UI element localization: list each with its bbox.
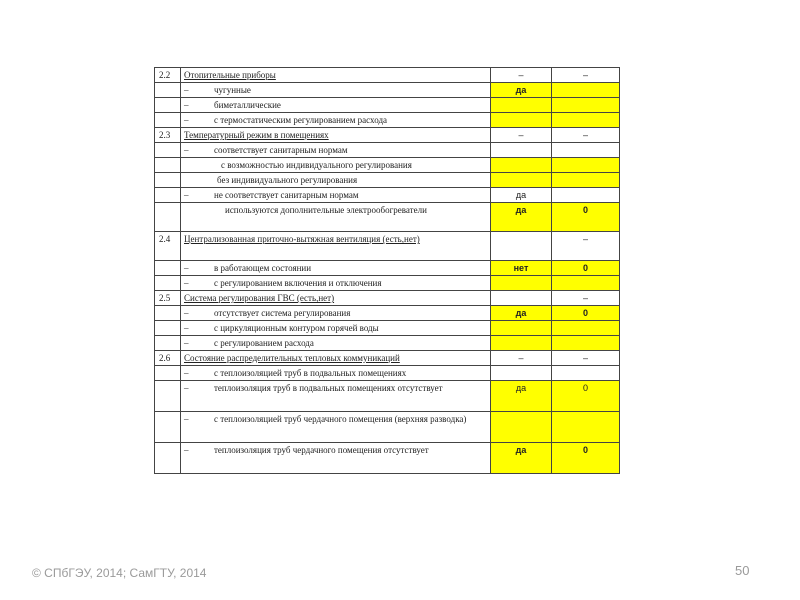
dash-marker: –	[184, 85, 189, 95]
table-row	[155, 83, 620, 98]
cell-value	[491, 276, 552, 291]
section-title: Температурный режим в помещениях	[181, 128, 491, 143]
row-label	[181, 366, 491, 381]
row-label	[181, 336, 491, 351]
cell-score: 0	[552, 261, 620, 276]
cell-value	[491, 113, 552, 128]
table-row	[155, 203, 620, 232]
row-label	[181, 83, 491, 98]
cell-value	[491, 98, 552, 113]
cell-value	[491, 158, 552, 173]
table-row	[155, 351, 620, 366]
table-row	[155, 291, 620, 306]
row-number	[155, 203, 181, 232]
table-row	[155, 276, 620, 291]
cell-value	[491, 366, 552, 381]
dash-marker: –	[184, 263, 189, 273]
section-title: Централизованная приточно-вытяжная вентиляция (есть,нет)	[181, 232, 491, 261]
row-number	[155, 188, 181, 203]
row-label	[181, 306, 491, 321]
dash-marker: –	[184, 115, 189, 125]
dash-marker: –	[184, 414, 189, 424]
row-number: 2.5	[155, 291, 181, 306]
table-row	[155, 128, 620, 143]
row-number	[155, 158, 181, 173]
cell-score: –	[552, 232, 620, 261]
cell-score: 0	[552, 306, 620, 321]
cell-value: да	[491, 188, 552, 203]
assessment-table	[154, 67, 620, 474]
cell-score: 0	[552, 203, 620, 232]
table-row	[155, 98, 620, 113]
row-label	[181, 276, 491, 291]
row-text: теплоизоляция труб в подвальных помещениях отсутствует	[214, 383, 443, 393]
table-row	[155, 321, 620, 336]
cell-score: –	[552, 351, 620, 366]
cell-score	[552, 188, 620, 203]
cell-value: да	[491, 381, 552, 412]
cell-score: –	[552, 128, 620, 143]
cell-score	[552, 173, 620, 188]
row-number: 2.6	[155, 351, 181, 366]
dash-marker: –	[184, 278, 189, 288]
row-number	[155, 143, 181, 158]
row-number	[155, 261, 181, 276]
row-label	[181, 113, 491, 128]
cell-value	[491, 232, 552, 261]
dash-marker: –	[184, 383, 189, 393]
cell-score: –	[552, 291, 620, 306]
cell-score: 0	[552, 443, 620, 474]
row-number	[155, 276, 181, 291]
dash-marker: –	[184, 145, 189, 155]
table-row	[155, 68, 620, 83]
cell-score	[552, 276, 620, 291]
cell-score	[552, 83, 620, 98]
cell-score	[552, 336, 620, 351]
cell-value	[491, 173, 552, 188]
cell-value	[491, 291, 552, 306]
row-text: в работающем состоянии	[214, 263, 312, 273]
row-label	[181, 188, 491, 203]
row-text: с циркуляционным контуром горячей воды	[214, 323, 379, 333]
row-label: без индивидуального регулирования	[181, 173, 491, 188]
row-text: биметаллические	[214, 100, 281, 110]
row-label	[181, 321, 491, 336]
row-label	[181, 261, 491, 276]
dash-marker: –	[184, 368, 189, 378]
cell-score: –	[552, 68, 620, 83]
dash-marker: –	[184, 190, 189, 200]
cell-score	[552, 321, 620, 336]
row-label: с возможностью индивидуального регулирования	[181, 158, 491, 173]
cell-value: –	[491, 351, 552, 366]
table-row	[155, 232, 620, 261]
cell-value	[491, 321, 552, 336]
table-row	[155, 306, 620, 321]
row-text: с термостатическим регулированием расхода	[214, 115, 388, 125]
section-title: Система регулирования ГВС (есть,нет)	[181, 291, 491, 306]
dash-marker: –	[184, 100, 189, 110]
row-number	[155, 306, 181, 321]
row-number	[155, 443, 181, 474]
table-row	[155, 173, 620, 188]
footer-copyright: © СПбГЭУ, 2014; СамГТУ, 2014	[32, 566, 207, 580]
row-number	[155, 98, 181, 113]
row-number	[155, 366, 181, 381]
row-label: используются дополнительные электрообогреватели	[181, 203, 491, 232]
row-text: с регулированием включения и отключения	[214, 278, 382, 288]
cell-value: да	[491, 443, 552, 474]
row-text: чугунные	[214, 85, 251, 95]
row-text: с теплоизоляцией труб чердачного помещения (верхняя разводка)	[214, 414, 467, 424]
cell-value: да	[491, 83, 552, 98]
table-row	[155, 113, 620, 128]
cell-value: –	[491, 128, 552, 143]
table-row	[155, 412, 620, 443]
row-text: отсутствует система регулирования	[214, 308, 351, 318]
table-row	[155, 443, 620, 474]
cell-value	[491, 143, 552, 158]
cell-value: –	[491, 68, 552, 83]
dash-marker: –	[184, 445, 189, 455]
row-text: не соответствует санитарным нормам	[214, 190, 359, 200]
section-title: Отопительные приборы	[181, 68, 491, 83]
table-row	[155, 381, 620, 412]
cell-value: нет	[491, 261, 552, 276]
cell-value: да	[491, 306, 552, 321]
page-number: 50	[735, 563, 750, 578]
table-row	[155, 336, 620, 351]
row-number	[155, 113, 181, 128]
row-text: с теплоизоляцией труб в подвальных помещениях	[214, 368, 407, 378]
row-label	[181, 98, 491, 113]
cell-score	[552, 98, 620, 113]
row-label	[181, 381, 491, 412]
table-row	[155, 366, 620, 381]
cell-score	[552, 143, 620, 158]
row-number	[155, 173, 181, 188]
table-row	[155, 261, 620, 276]
table-row	[155, 143, 620, 158]
cell-value	[491, 336, 552, 351]
dash-marker: –	[184, 308, 189, 318]
row-text: теплоизоляция труб чердачного помещения отсутствует	[214, 445, 429, 455]
row-number	[155, 336, 181, 351]
row-number: 2.2	[155, 68, 181, 83]
cell-score	[552, 366, 620, 381]
row-label	[181, 412, 491, 443]
row-label	[181, 143, 491, 158]
row-number	[155, 412, 181, 443]
cell-score	[552, 158, 620, 173]
row-number: 2.4	[155, 232, 181, 261]
cell-value	[491, 412, 552, 443]
cell-score: 0	[552, 381, 620, 412]
row-text: с регулированием расхода	[214, 338, 314, 348]
row-number	[155, 83, 181, 98]
table-row	[155, 188, 620, 203]
cell-value: да	[491, 203, 552, 232]
section-title: Состояние распределительных тепловых коммуникаций	[181, 351, 491, 366]
row-number: 2.3	[155, 128, 181, 143]
cell-score	[552, 113, 620, 128]
row-number	[155, 321, 181, 336]
row-label	[181, 443, 491, 474]
dash-marker: –	[184, 338, 189, 348]
dash-marker: –	[184, 323, 189, 333]
row-text: соответствует санитарным нормам	[214, 145, 348, 155]
cell-score	[552, 412, 620, 443]
row-number	[155, 381, 181, 412]
table-row	[155, 158, 620, 173]
